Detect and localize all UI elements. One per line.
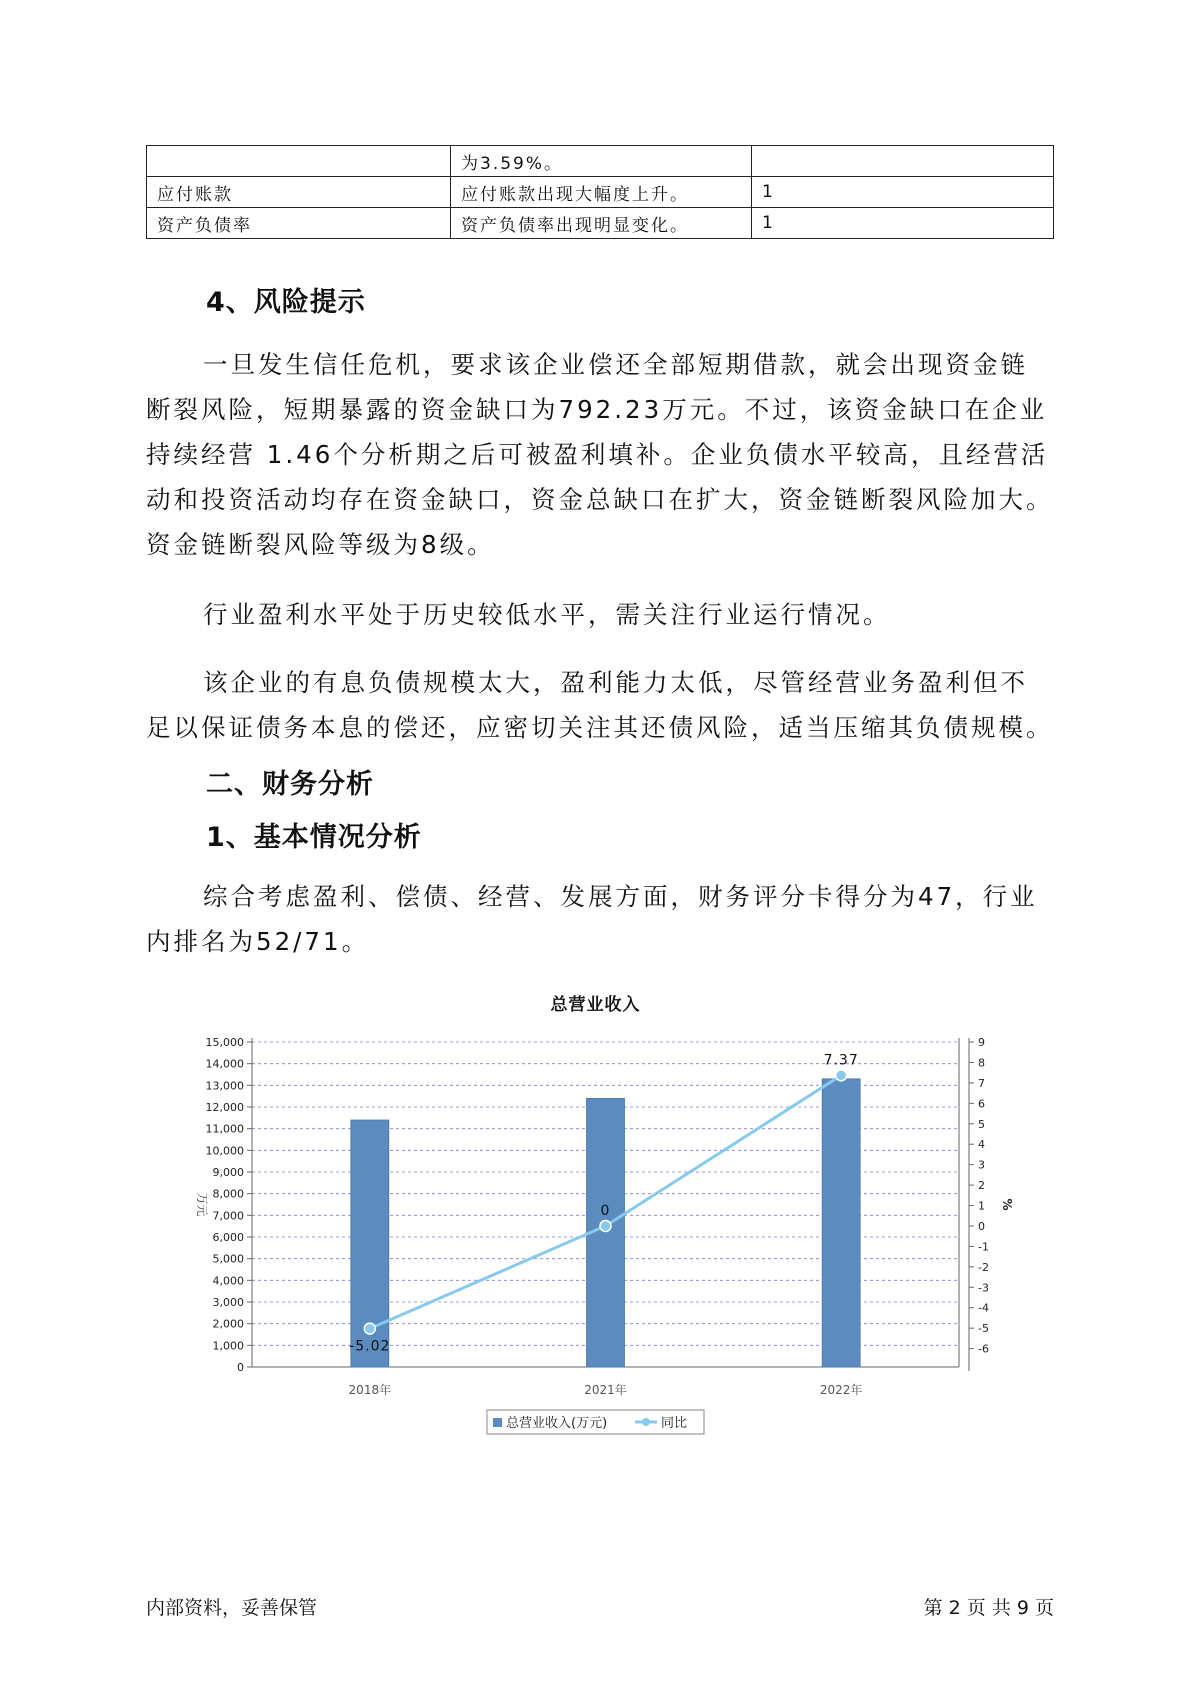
y-tick-label: 13,000 [205, 1079, 244, 1093]
footer-page-number: 第 2 页 共 9 页 [923, 1597, 1054, 1619]
table-cell: 资产负债率出现明显变化。 [451, 208, 752, 239]
y2-tick-label: -6 [978, 1342, 989, 1356]
table-cell: 1 [752, 177, 1054, 208]
revenue-chart [176, 1025, 1016, 1445]
y2-tick-label: -3 [978, 1281, 989, 1295]
y-tick-label: 8,000 [212, 1187, 244, 1201]
y2-tick-label: 2 [978, 1179, 985, 1193]
y2-tick-label: 5 [978, 1117, 985, 1131]
y2-tick-label: -1 [978, 1240, 989, 1254]
table-cell: 资产负债率 [147, 208, 451, 239]
y2-tick-label: -5 [978, 1322, 989, 1336]
legend-line-label: 同比 [661, 1416, 688, 1431]
y2-tick-label: 1 [978, 1199, 985, 1213]
y2-tick-label: 7 [978, 1076, 985, 1090]
x-tick-label: 2018年 [348, 1383, 392, 1397]
table-cell: 应付账款 [147, 177, 451, 208]
basic-analysis-heading: 1、基本情况分析 [206, 822, 422, 853]
y-tick-label: 12,000 [205, 1101, 244, 1114]
legend-bar-label: 总营业收入(万元) [506, 1416, 608, 1431]
y2-tick-label: 6 [978, 1097, 985, 1111]
y2-tick-label: -4 [978, 1301, 989, 1315]
y-tick-label: 9,000 [212, 1166, 244, 1179]
table-cell: 应付账款出现大幅度上升。 [451, 177, 752, 208]
table-row [147, 177, 1054, 208]
yoy-point [600, 1220, 611, 1231]
chart-title: 总营业收入 [550, 995, 641, 1015]
risk-paragraph-3: 该企业的有息负债规模太大，盈利能力太低，尽管经营业务盈利但不足以保证债务本息的偿还，应密切关注其还债风险，适当压缩其负债规模。 [146, 668, 1054, 742]
y2-tick-label: -2 [978, 1260, 989, 1274]
y2-tick-label: 9 [978, 1036, 985, 1049]
y-tick-label: 7,000 [212, 1209, 244, 1223]
y2-axis-title: % [1000, 1198, 1014, 1211]
y2-tick-label: 8 [978, 1056, 985, 1070]
y-tick-label: 4,000 [212, 1274, 244, 1288]
table-cell [752, 146, 1054, 177]
y-tick-label: 1,000 [212, 1339, 244, 1353]
y-tick-label: 3,000 [212, 1296, 244, 1309]
yoy-data-label: 7.37 [823, 1052, 859, 1069]
yoy-data-label: -5.02 [349, 1338, 391, 1355]
footer-confidential: 内部资料，妥善保管 [146, 1597, 318, 1619]
y-tick-label: 2,000 [212, 1317, 244, 1331]
risk-paragraph-1: 一旦发生信任危机，要求该企业偿还全部短期借款，就会出现资金链断裂风险，短期暴露的资金缺口为792.23万元。不过，该资金缺口在企业持续经营 1.46个分析期之后可被盈利填补。企业负债水平较高，且经营活动和投资活动均存在资金缺口，资金总缺口在扩大，资金链断裂风险加大。资金链断裂风险等级为8级。 [146, 350, 1054, 559]
y-tick-label: 6,000 [212, 1231, 244, 1244]
table-cell [147, 146, 451, 177]
yoy-data-label: 0 [600, 1202, 611, 1219]
y-tick-label: 11,000 [205, 1122, 244, 1136]
yoy-point [836, 1070, 847, 1081]
y-tick-label: 15,000 [205, 1036, 244, 1049]
y2-tick-label: 3 [978, 1158, 985, 1172]
indicator-table [146, 145, 1054, 239]
yoy-point [364, 1323, 375, 1334]
risk-heading: 4、风险提示 [206, 287, 366, 318]
table-cell: 1 [752, 208, 1054, 239]
finance-heading: 二、财务分析 [206, 769, 374, 800]
table-row [147, 146, 1054, 177]
risk-paragraph-2: 行业盈利水平处于历史较低水平，需关注行业运行情况。 [203, 600, 891, 629]
table-row [147, 208, 1054, 239]
legend-bar-swatch [493, 1418, 502, 1427]
y-tick-label: 14,000 [205, 1057, 244, 1071]
legend-line-marker [642, 1418, 650, 1426]
y2-tick-label: 4 [978, 1138, 985, 1152]
x-tick-label: 2022年 [819, 1383, 863, 1397]
x-tick-label: 2021年 [584, 1383, 627, 1397]
finance-paragraph: 综合考虑盈利、偿债、经营、发展方面，财务评分卡得分为47，行业内排名为52/71。 [146, 882, 1038, 956]
y-tick-label: 5,000 [212, 1252, 244, 1266]
y-axis-title: 万元 [195, 1192, 209, 1217]
y-tick-label: 0 [237, 1361, 244, 1374]
table-cell: 为3.59%。 [451, 146, 752, 177]
y-tick-label: 10,000 [205, 1144, 244, 1158]
y2-tick-label: 0 [978, 1219, 985, 1233]
bar [822, 1079, 860, 1367]
